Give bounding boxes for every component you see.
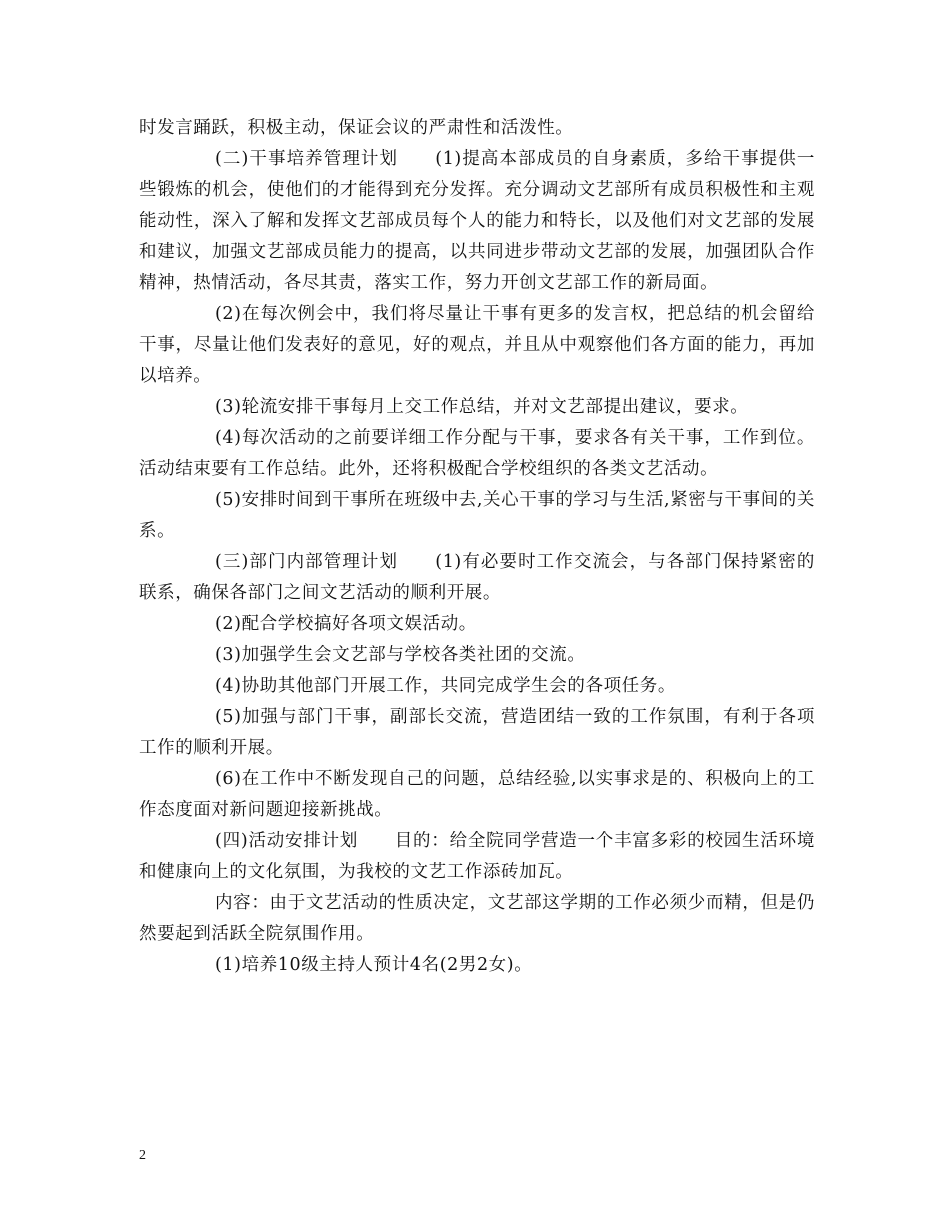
paragraph-item: (4)协助其他部门开展工作，共同完成学生会的各项任务。 [215, 676, 676, 696]
document-body [139, 113, 815, 981]
paragraph-item: (5)安排时间到干事所在班级中去,关心干事的学习与生活,紧密与干事间的关系。 [139, 490, 816, 541]
paragraph-section-four: (四)活动安排计划 目的：给全院同学营造一个丰富多彩的校园生活环境和健康向上的文化氛围，为我校的文艺工作添砖加瓦。 [139, 831, 815, 882]
paragraph-section-two: (二)干事培养管理计划 (1)提高本部成员的自身素质，多给干事提供一些锻炼的机会，使他们的才能得到充分发挥。充分调动文艺部所有成员积极性和主观能动性，深入了解和发挥文艺部成员每个人的能力和特长，以及他们对文艺部的发展和建议，加强文艺部成员能力的提高，以共同进步带动文艺部的发展，加强团队合作精神，热情活动，各尽其责，落实工作，努力开创文艺部工作的新局面。 [139, 149, 815, 293]
paragraph-item: (6)在工作中不断发现自己的问题，总结经验,以实事求是的、积极向上的工作态度面对新问题迎接新挑战。 [139, 769, 815, 820]
paragraph-item: (1)培养10级主持人预计4名(2男2女)。 [215, 955, 533, 975]
paragraph-item: (2)在每次例会中，我们将尽量让干事有更多的发言权，把总结的机会留给干事，尽量让他们发表好的意见，好的观点，并且从中观察他们各方面的能力，再加以培养。 [139, 304, 815, 386]
paragraph-item: (4)每次活动的之前要详细工作分配与干事，要求各有关干事，工作到位。活动结束要有工作总结。此外，还将积极配合学校组织的各类文艺活动。 [139, 428, 815, 479]
paragraph-section-three: (三)部门内部管理计划 (1)有必要时工作交流会，与各部门保持紧密的联系，确保各部门之间文艺活动的顺利开展。 [139, 552, 815, 603]
paragraph-item: (2)配合学校搞好各项文娱活动。 [215, 614, 477, 634]
paragraph-item: (3)轮流安排干事每月上交工作总结，并对文艺部提出建议，要求。 [215, 397, 749, 417]
paragraph-item: (3)加强学生会文艺部与学校各类社团的交流。 [215, 645, 586, 665]
paragraph-continuation: 时发言踊跃，积极主动，保证会议的严肃性和活泼性。 [139, 118, 574, 138]
paragraph-item: (5)加强与部门干事，副部长交流，营造团结一致的工作氛围，有利于各项工作的顺利开展。 [139, 707, 815, 758]
paragraph-content: 内容：由于文艺活动的性质决定，文艺部这学期的工作必须少而精，但是仍然要起到活跃全院氛围作用。 [139, 893, 815, 944]
page-number: 2 [139, 1148, 146, 1163]
